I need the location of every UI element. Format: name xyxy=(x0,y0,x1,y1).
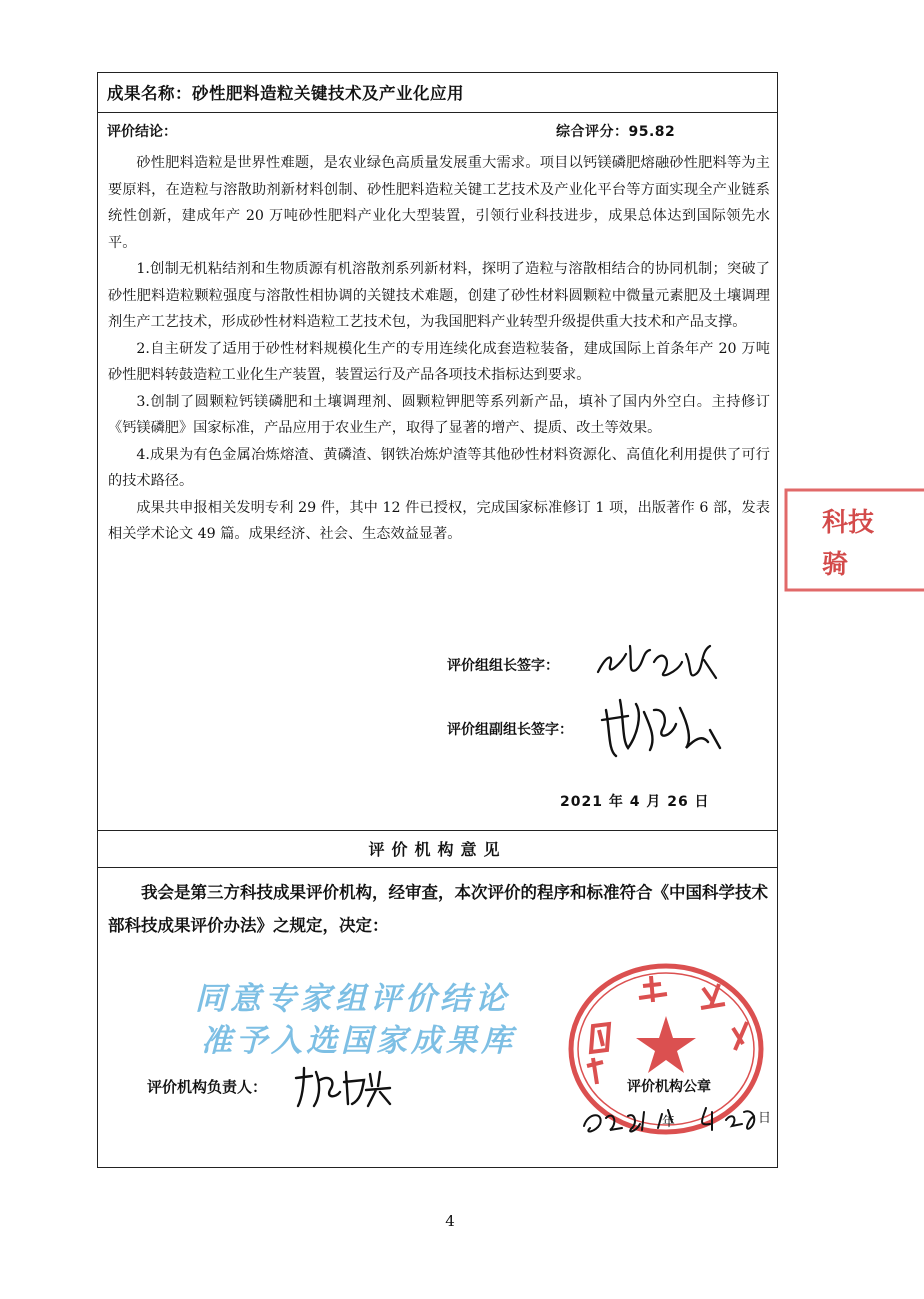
margin-stamp-text: 科技 xyxy=(822,508,875,538)
achievement-title: 成果名称：砂性肥料造粒关键技术及产业化应用 xyxy=(107,84,464,103)
margin-stamp-text: 骑 xyxy=(822,550,849,580)
leader-signature xyxy=(592,632,722,688)
body-paragraph: 4.成果为有色金属冶炼熔渣、黄磷渣、钢铁冶炼炉渣等其他砂性材料资源化、高值化利用提供了可行的技术路径。 xyxy=(108,446,770,489)
deputy-signature xyxy=(598,690,728,762)
stamp-line: 同意专家组评价结论 xyxy=(195,981,510,1017)
leader-sign-label: 评价组组长签字： xyxy=(447,658,559,674)
org-leader-label: 评价机构负责人： xyxy=(147,1078,268,1096)
overall-score: 综合评分：95.82 xyxy=(556,124,676,140)
body-paragraph: 成果共申报相关发明专利 29 件，其中 12 件已授权，完成国家标准修订 1 项，出版著作 6 部，发表相关学术论文 49 篇。成果经济、社会、生态效益显著。 xyxy=(108,499,770,542)
institution-opinion xyxy=(108,876,770,942)
body-paragraph: 砂性肥料造粒是世界性难题，是农业绿色高质量发展重大需求。项目以钙镁磷肥熔融砂性肥料等为主要原料，在造粒与溶散助剂新材料创制、砂性肥料造粒关键工艺技术及产业化平台等方面实现全产业链系统性创新，建成年产 20 万吨砂性肥料产业化大型装置，引领行业科技进步，成果总体达到国际领先水平。 xyxy=(108,155,770,251)
blue-approval-stamp xyxy=(195,978,516,1062)
conclusion-label: 评价结论： xyxy=(107,124,177,140)
section-title: 评价机构意见 xyxy=(368,840,507,859)
opinion-paragraph: 我会是第三方科技成果评价机构，经审查，本次评价的程序和标准符合《中国科学技术部科技成果评价办法》之规定，决定： xyxy=(108,883,768,935)
divider-line xyxy=(97,867,778,868)
body-paragraph: 2.自主研发了适用于砂性材料规模化生产的专用连续化成套造粒装备，建成国际上首条年产 20 万吨砂性肥料转鼓造粒工业化生产装置，装置运行及产品各项技术指标达到要求。 xyxy=(108,340,770,383)
body-paragraph: 3.创制了圆颗粒钙镁磷肥和土壤调理剂、圆颗粒钾肥等系列新产品，填补了国内外空白。主持修订《钙镁磷肥》国家标准，产品应用于农业生产，取得了显著的增产、提质、改土等效果。 xyxy=(108,393,770,436)
svg-text:年: 年 xyxy=(662,1115,676,1130)
handwritten-date xyxy=(578,1098,772,1138)
evaluation-date: 2021 年 4 月 26 日 xyxy=(560,794,710,810)
org-seal-label: 评价机构公章 xyxy=(627,1079,711,1095)
evaluation-body xyxy=(108,150,770,548)
org-leader-signature xyxy=(290,1064,400,1110)
page-number: 4 xyxy=(445,1212,455,1230)
body-paragraph: 1.创制无机粘结剂和生物质源有机溶散剂系列新材料，探明了造粒与溶散相结合的协同机制；突破了砂性肥料造粒颗粒强度与溶散性相协调的关键技术难题，创建了砂性材料圆颗粒中微量元素肥及土壤调理剂生产工艺技术，形成砂性材料造粒工艺技术包，为我国肥料产业转型升级提供重大技术和产品支撑。 xyxy=(108,261,770,330)
divider-line xyxy=(97,112,778,113)
deputy-sign-label: 评价组副组长签字： xyxy=(447,722,573,738)
svg-text:日: 日 xyxy=(758,1111,772,1126)
stamp-line: 准予入选国家成果库 xyxy=(201,1023,516,1059)
divider-line xyxy=(97,830,778,831)
